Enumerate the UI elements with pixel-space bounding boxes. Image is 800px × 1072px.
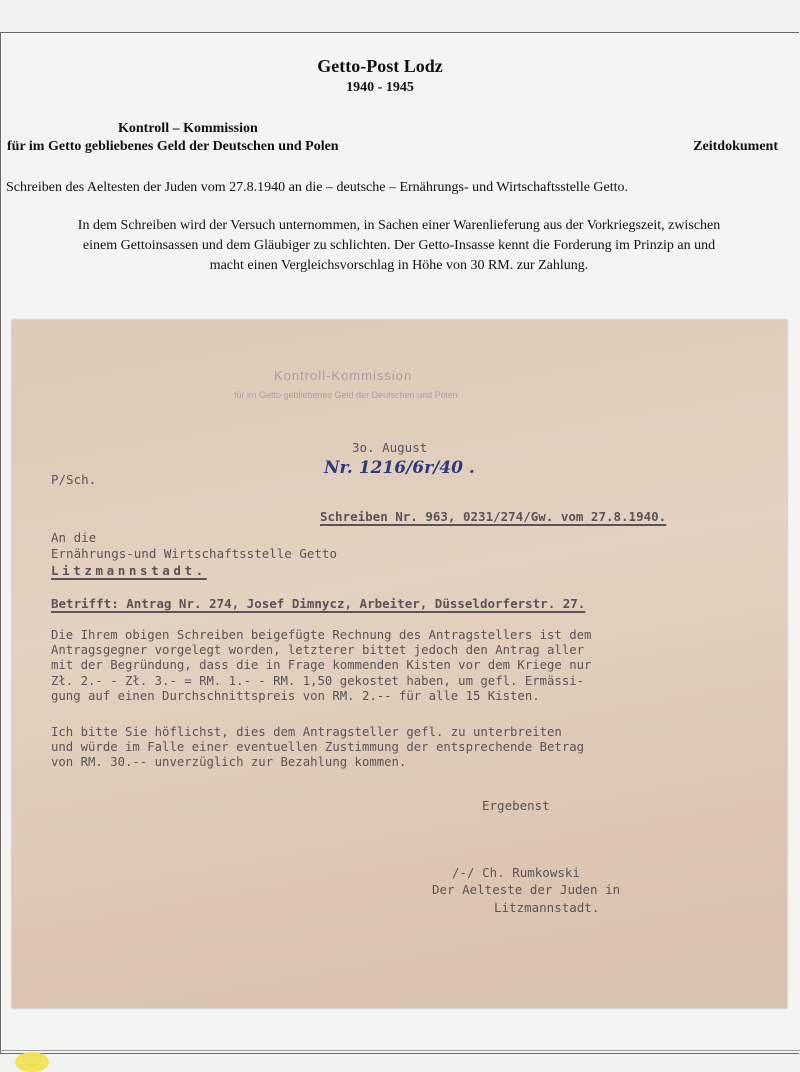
label-zeitdokument: Zeitdokument — [693, 139, 778, 154]
heading-line-1: Kontroll – Kommission — [118, 121, 258, 136]
page-years: 1940 - 1945 — [346, 80, 414, 95]
letter-paragraph-1 — [51, 628, 771, 704]
letter-reference: Schreiben Nr. 963, 0231/274/Gw. vom 27.8.1940. — [320, 509, 667, 524]
stamp-line-1: Kontroll-Kommission — [274, 368, 413, 383]
paragraph-line: Antragsgegner vorgelegt worden, letzterer bittet jedoch den Antrag aller — [51, 643, 585, 658]
description-line: In dem Schreiben wird der Versuch unternommen, in Sachen einer Warenlieferung aus der Vorkriegszeit, zwischen — [77, 218, 721, 233]
address-line: Ernährungs-und Wirtschaftsstelle Getto — [51, 546, 337, 561]
letter-subject: Betrifft: Antrag Nr. 274, Josef Dimnycz, Arbeiter, Düsseldorferstr. 27. — [51, 596, 586, 611]
signature-line: Litzmannstadt. — [494, 900, 600, 915]
page-title: Getto-Post Lodz — [317, 56, 443, 76]
yellow-dot — [15, 1052, 49, 1072]
stamp — [234, 360, 458, 430]
paragraph-line: mit der Begründung, dass die in Frage kommenden Kisten vor dem Kriege nur — [51, 658, 592, 673]
letter-closing: Ergebenst — [482, 798, 550, 813]
page-bottom-edge — [0, 1050, 800, 1051]
address-line: An die — [51, 530, 97, 545]
paragraph-line: Ich bitte Sie höflichst, dies dem Antragsteller gefl. zu unterbreiten — [51, 725, 562, 739]
description-line: macht einen Vergleichsvorschlag in Höhe von 30 RM. zur Zahlung. — [209, 258, 589, 273]
paragraph-line: Zł. 2.- - Zł. 3.- = RM. 1.- - RM. 1,50 gekostet haben, um gefl. Ermässi- — [51, 673, 585, 688]
address-line: Litzmannstadt. — [51, 563, 207, 578]
letter-paragraph-2 — [51, 725, 771, 771]
intro-text: Schreiben des Aeltesten der Juden vom 27.8.1940 an die – deutsche – Ernährungs- und Wirtschaftsstelle Getto. — [6, 180, 629, 195]
paragraph-line: und würde im Falle einer eventuellen Zustimmung der entsprechende Betrag — [51, 740, 585, 755]
heading-line-2: für im Getto gebliebenes Geld der Deutschen und Polen — [7, 139, 339, 154]
stamp-line-2: für im Getto gebliebenes Geld der Deutschen und Polen — [234, 390, 458, 400]
signature-line: Der Aelteste der Juden in — [432, 882, 621, 897]
letter-document — [12, 320, 787, 1008]
paragraph-line: von RM. 30.-- unverzüglich zur Bezahlung kommen. — [51, 755, 407, 770]
letter-date: 3o. August — [352, 440, 428, 455]
letter-initials: P/Sch. — [51, 472, 97, 487]
signature-line: /-/ Ch. Rumkowski — [452, 865, 580, 880]
paragraph-line: gung auf einen Durchschnittspreis von RM. 2.-- für alle 15 Kisten. — [51, 688, 540, 703]
description-line: einem Gettoinsassen und dem Gläubiger zu schlichten. Der Getto-Insasse kennt die Forderung im Prinzip an und — [82, 238, 716, 253]
description-text — [4, 216, 794, 276]
handwritten-reference: Nr. 1216/6r/40 . — [324, 458, 475, 478]
paragraph-line: Die Ihrem obigen Schreiben beigefügte Rechnung des Antragstellers ist dem — [51, 628, 592, 642]
